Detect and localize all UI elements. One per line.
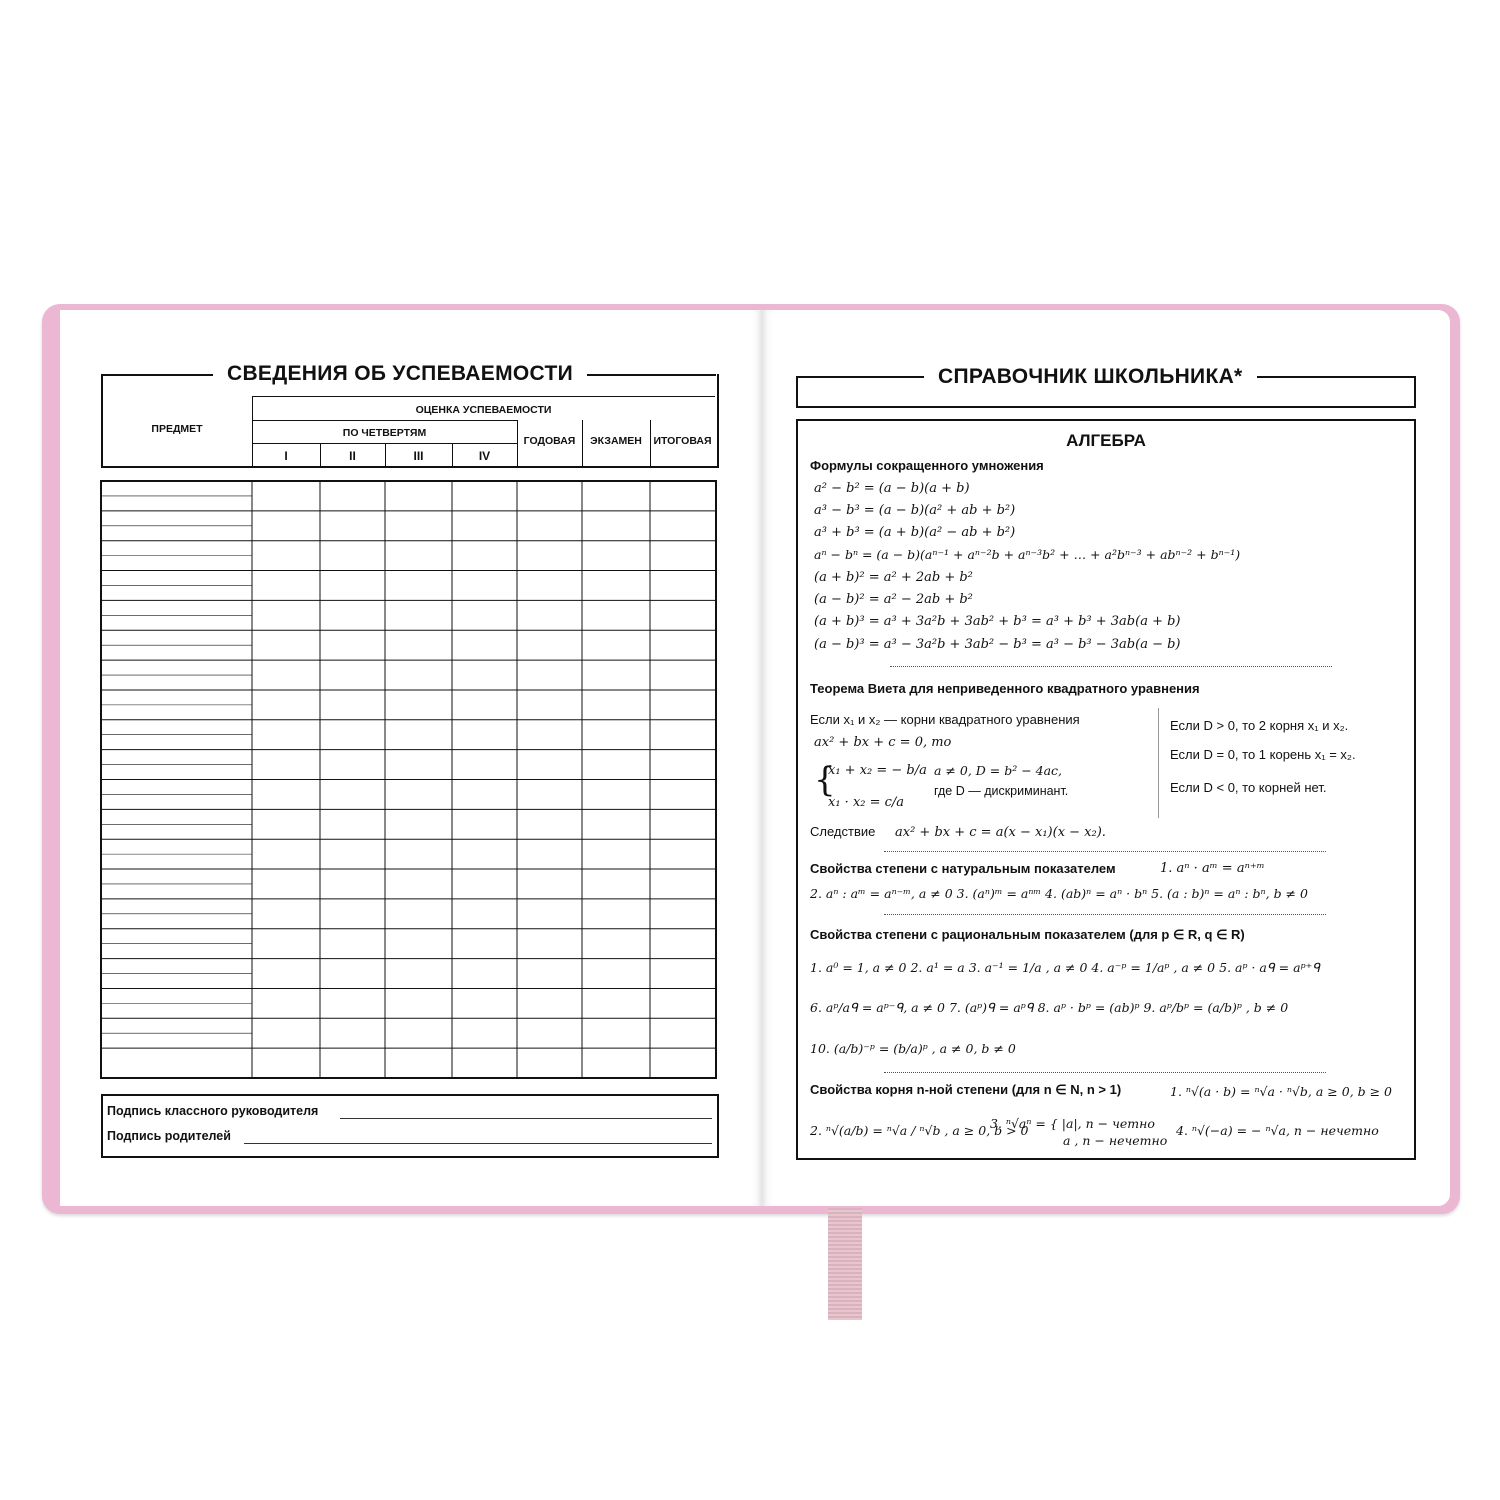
header-rule [252,396,715,397]
col-q4-header: IV [478,449,491,463]
nat-powers-heading: Свойства степени с натуральным показателем [810,861,1116,876]
roots-heading: Свойства корня n-ной степени (для n ∈ N, n > 1) [810,1082,1122,1097]
formula-2: a³ − b³ = (a − b)(a² + ab + b²) [814,503,1016,518]
col-exam-header: ЭКЗАМЕН [590,435,642,447]
formula-1: a² − b² = (a − b)(a + b) [814,481,970,496]
vieta-condition-2: где D — дискриминант. [934,784,1069,798]
col-grades-header: ОЦЕНКА УСПЕВАЕМОСТИ [415,404,552,416]
teacher-signature-label: Подпись классного руководителя [107,1104,319,1118]
left-page-title: СВЕДЕНИЯ ОБ УСПЕВАЕМОСТИ [213,362,587,386]
root-property-3a: 3. ⁿ√aⁿ = { |a|, n − четно [990,1116,1155,1131]
separator [884,914,1326,915]
vieta-case-2: Если D = 0, то 1 корень x₁ = x₂. [1170,747,1356,762]
root-property-2: 2. ⁿ√(a/b) = ⁿ√a / ⁿ√b , a ≥ 0, b > 0 [810,1123,1029,1138]
grade-table-body [100,480,718,1080]
short-mult-heading: Формулы сокращенного умножения [810,458,1044,473]
formula-5: (a + b)² = a² + 2ab + b² [814,570,973,585]
rat-power-line-3: 10. (a/b)⁻ᵖ = (b/a)ᵖ , a ≠ 0, b ≠ 0 [810,1041,1016,1056]
right-page-title: СПРАВОЧНИК ШКОЛЬНИКА* [924,365,1257,389]
parents-signature-label: Подпись родителей [107,1129,231,1143]
col-subject-header: ПРЕДМЕТ [151,423,203,435]
vieta-heading: Теорема Виета для неприведенного квадратного уравнения [810,681,1200,696]
vieta-intro-2: ax² + bx + c = 0, то [814,735,952,750]
rat-power-line-1: 1. a⁰ = 1, a ≠ 0 2. a¹ = a 3. a⁻¹ = 1/a , a ≠ 0 4. a⁻ᵖ = 1/aᵖ , a ≠ 0 5. aᵖ · aᑫ = aᵖ⁺ᑫ [810,960,1321,975]
teacher-signature-line[interactable] [340,1118,712,1119]
col-q3-header: III [413,449,424,463]
page-gutter [758,310,766,1206]
parents-signature-line[interactable] [244,1143,712,1144]
vieta-intro-1: Если x₁ и x₂ — корни квадратного уравнения [810,712,1080,727]
col-final-header: ИТОГОВАЯ [653,435,712,447]
formula-7: (a + b)³ = a³ + 3a²b + 3ab² + b³ = a³ + b³ + 3ab(a + b) [814,614,1181,629]
corollary-label: Следствие [810,824,876,839]
col-yearly-header: ГОДОВАЯ [523,435,576,447]
root-property-1: 1. ⁿ√(a · b) = ⁿ√a · ⁿ√b, a ≥ 0, b ≥ 0 [1170,1084,1393,1099]
root-property-4: 4. ⁿ√(−a) = − ⁿ√a, n − нечетно [1176,1123,1379,1138]
formula-4: aⁿ − bⁿ = (a − b)(aⁿ⁻¹ + aⁿ⁻²b + aⁿ⁻³b² + … + a²bⁿ⁻³ + abⁿ⁻² + bⁿ⁻¹) [814,547,1241,562]
separator [884,1072,1326,1073]
section-title: АЛГЕБРА [1066,431,1146,450]
vieta-sum: x₁ + x₂ = − b/a [828,763,927,778]
formula-3: a³ + b³ = (a + b)(a² − ab + b²) [814,525,1016,540]
col-q1-header: I [284,449,288,463]
col-q2-header: II [349,449,356,463]
nat-power-line-2: 2. aⁿ : aᵐ = aⁿ⁻ᵐ, a ≠ 0 3. (aⁿ)ᵐ = aⁿᵐ 4. (ab)ⁿ = aⁿ · bⁿ 5. (a : b)ⁿ = aⁿ : bⁿ, b ≠ 0 [810,886,1308,901]
formula-6: (a − b)² = a² − 2ab + b² [814,592,973,607]
root-property-3b: a , n − нечетно [1063,1133,1168,1148]
rat-power-line-2: 6. aᵖ/aᑫ = aᵖ⁻ᑫ, a ≠ 0 7. (aᵖ)ᑫ = aᵖᑫ 8. aᵖ · bᵖ = (ab)ᵖ 9. aᵖ/bᵖ = (a/b)ᵖ , b ≠ 0 [810,1000,1289,1015]
corollary-formula: ax² + bx + c = a(x − x₁)(x − x₂). [895,825,1106,840]
vieta-product: x₁ · x₂ = c/a [828,795,905,810]
vieta-case-1: Если D > 0, то 2 корня x₁ и x₂. [1170,718,1349,733]
vieta-condition-1: a ≠ 0, D = b² − 4ac, [934,763,1063,778]
separator [890,666,1332,667]
bookmark-ribbon [828,1208,862,1320]
system-brace: { [814,760,836,800]
nat-power-1: 1. aⁿ · aᵐ = aⁿ⁺ᵐ [1160,861,1265,876]
vieta-case-3: Если D < 0, то корней нет. [1170,780,1327,795]
col-quarters-header: ПО ЧЕТВЕРТЯМ [342,427,427,439]
rat-powers-heading: Свойства степени с рациональным показателем (для p ∈ R, q ∈ R) [810,927,1245,942]
formula-8: (a − b)³ = a³ − 3a²b + 3ab² − b³ = a³ − b³ − 3ab(a − b) [814,637,1181,652]
header-rule [252,420,517,421]
separator [884,851,1326,852]
vieta-divider [1158,708,1159,818]
